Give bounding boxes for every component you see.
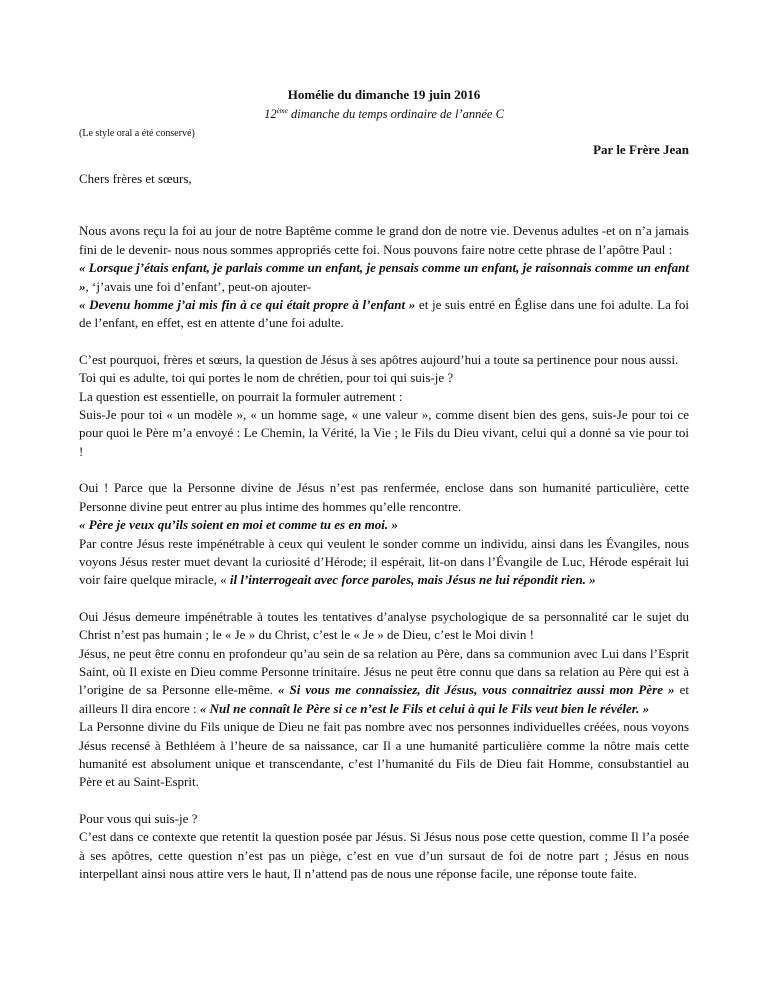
homily-title: Homélie du dimanche 19 juin 2016 bbox=[287, 87, 481, 102]
paragraph-5-line-1: Pour vous qui suis-je ? bbox=[79, 810, 198, 826]
paragraph-4-text-4: La Personne divine du Fils unique de Dieu ne fait pas nombre avec nos personnes individuelles créées, nous voyons Jésus recensé à Bethléem à l’heure de sa naissance, car Il a une humanité particulière comme la nôtre mais cette humanité est absolument unique et transcendante, c’est l’humanité du Fils de Dieu fait Homme, consubstantiel au Père et au Saint-Esprit. bbox=[79, 719, 689, 790]
paragraph-1-text-2: , ‘j’avais une foi d’enfant’, peut-on ajouter- bbox=[85, 278, 312, 294]
paragraph-2-line-1: C’est pourquoi, frères et sœurs, la question de Jésus à ses apôtres aujourd’hui a toute sa pertinence pour nous aussi. bbox=[79, 351, 679, 367]
paragraph-3-text-1: Oui ! Parce que la Personne divine de Jésus n’est pas renfermée, enclose dans son humanité particulière, cette Personne divine peut entrer au plus intime des hommes qu’elle rencontre. bbox=[79, 480, 689, 514]
paragraph-4-text-2: Jésus, ne peut être connu en profondeur qu’au sein de sa relation au Père, dans sa communion avec Lui dans l’Esprit Saint, où Il existe en Dieu comme Personne trinitaire. Jésus ne peut être connu que dans sa relation au Père qui est à l’origine de sa Personne elle-même. bbox=[79, 645, 689, 698]
quote-paul-man: « Devenu homme j’ai mis fin à ce qui était propre à l’enfant » bbox=[79, 297, 416, 313]
paragraph-1-text-3: et je suis entré en Église dans une foi adulte. La foi de l’enfant, en effet, est en attente d’une foi adulte. bbox=[79, 297, 689, 331]
paragraph-4-text-3: et ailleurs Il dira encore : bbox=[79, 682, 689, 716]
paragraph-5 bbox=[79, 810, 689, 884]
paragraph-2-line-2: Toi qui es adulte, toi qui portes le nom de chrétien, pour toi qui suis-je ? bbox=[79, 370, 454, 386]
greeting: Chers frères et sœurs, bbox=[79, 171, 192, 186]
paragraph-3-text-2: Par contre Jésus reste impénétrable à ceux qui veulent le sonder comme un individu, ainsi dans les Évangiles, nous voyons Jésus rester muet devant la curiosité d’Hérode; il espérait, lit-on dans l’Évangile de Luc, Hérode espérait lui voir faire quelque miracle, « bbox=[79, 535, 689, 588]
paragraph-1-text-1: Nous avons reçu la foi au jour de notre Baptême comme le grand don de notre vie. Devenus adultes -et on n’a jamais fini de le devenir- nous nous sommes appropriés cette foi. Nous pouvons faire notre cette phrase de l’apôtre Paul : bbox=[79, 223, 689, 257]
subtitle-text: dimanche du temps ordinaire de l’année C bbox=[287, 107, 504, 121]
homily-body bbox=[79, 170, 689, 883]
quote-paul-child: « Lorsque j’étais enfant, je parlais comme un enfant, je pensais comme un enfant, je raisonnais comme un enfant » bbox=[79, 260, 689, 294]
author-line: Par le Frère Jean bbox=[593, 142, 689, 157]
subtitle-superscript: ème bbox=[276, 107, 288, 115]
paragraph-2 bbox=[79, 351, 689, 461]
subtitle-number: 12 bbox=[264, 107, 277, 121]
quote-know-father: « Si vous me connaissiez, dit Jésus, vous connaitriez aussi mon Père » bbox=[277, 682, 675, 698]
style-note: (Le style oral a été conservé) bbox=[79, 128, 195, 139]
paragraph-1 bbox=[79, 222, 689, 332]
paragraph-5-line-2: C’est dans ce contexte que retentit la question posée par Jésus. Si Jésus nous pose cette question, comme Il l’a posée à ses apôtres, cette question n’est pas un piège, c’est en vue d’un sursaut de foi de notre part ; Jésus en nous interpellant ainsi nous attire vers le haut, Il n’attend pas de nous une réponse facile, une réponse toute faite. bbox=[79, 829, 689, 881]
paragraph-4-text-1: Oui Jésus demeure impénétrable à toutes les tentatives d’analyse psychologique de sa personnalité car le sujet du Christ n’est pas humain ; le « Je » du Christ, c’est le « Je » de Dieu, c’est le Moi divin ! bbox=[79, 608, 689, 643]
quote-no-one-knows: « Nul ne connaît le Père si ce n’est le Fils et celui à qui le Fils veut bien le révéler. » bbox=[199, 700, 650, 716]
paragraph-4 bbox=[79, 608, 689, 792]
quote-herod: il l’interrogeait avec force paroles, mais Jésus ne lui répondit rien. » bbox=[229, 572, 596, 588]
paragraph-2-line-4: Suis-Je pour toi « un modèle », « un homme sage, « une valeur », comme disent bien des gens, suis-Je pour toi ce pour quoi le Père m’a envoyé : Le Chemin, la Vérité, la Vie ; le Fils du Dieu vivant, celui qui a donné sa vie pour toi ! bbox=[79, 407, 689, 459]
quote-father: « Père je veux qu’ils soient en moi et comme tu es en moi. » bbox=[79, 517, 398, 533]
paragraph-3 bbox=[79, 479, 689, 589]
homily-subtitle bbox=[0, 104, 768, 122]
paragraph-2-line-3: La question est essentielle, on pourrait la formuler autrement : bbox=[79, 388, 403, 404]
